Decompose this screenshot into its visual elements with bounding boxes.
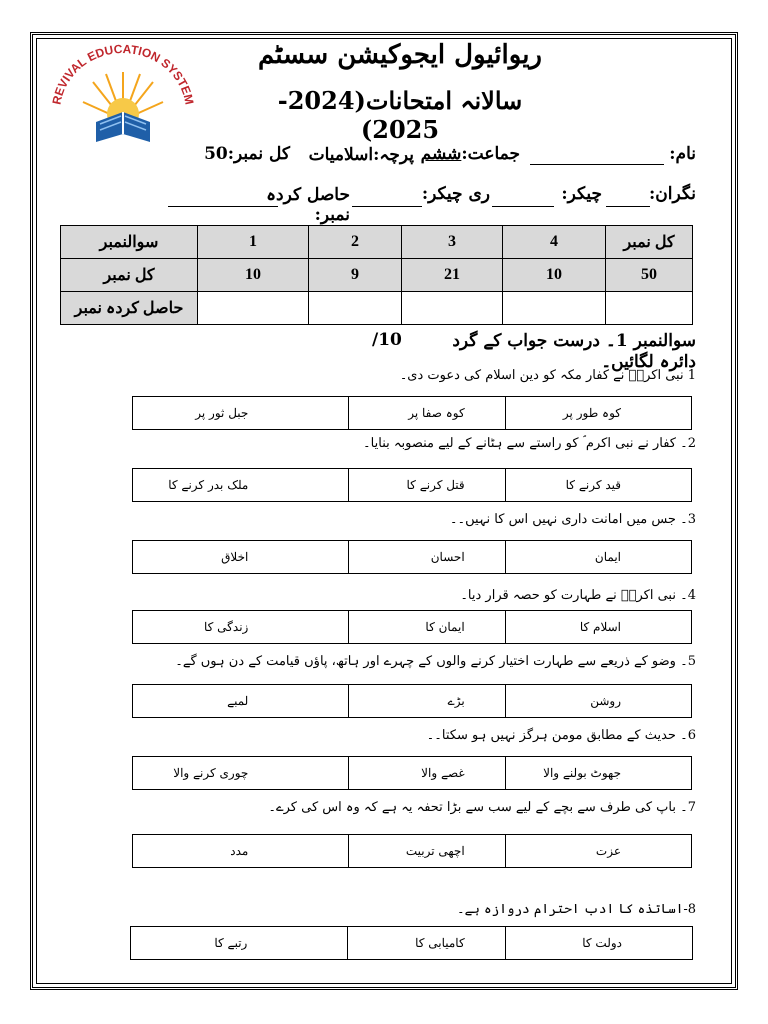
options-row [130,926,693,960]
class-field [420,144,520,164]
class-label: جماعت: [461,144,520,164]
option-choice[interactable]: اچھی تربیت [348,835,504,867]
option-choice[interactable]: احسان [348,541,504,573]
obtained-field[interactable] [168,206,278,207]
options-row [132,540,692,574]
invigilator-field[interactable] [606,206,650,207]
question-text: 5۔ وضو کے ذریعے سے طہارت اختیار کرنے والوں کے چہرے اور ہاتھ، پاؤں قیامت کے دن ہوں گے۔ [175,654,696,669]
option-choice[interactable]: جبل ثور پر [195,406,249,420]
question-3: 3 [402,226,503,259]
question-text: 4۔ نبی اکرمؐ نے طہارت کو حصہ قرار دیا۔ [460,588,696,603]
option-choice[interactable]: مدد [230,844,249,858]
option-choice[interactable]: زندگی کا [204,620,249,634]
logo-text: REVIVAL EDUCATION SYSTEM [49,42,197,106]
question-text: 6۔ حدیث کے مطابق مومن ہرگز نہیں ہو سکتا۔۔ [426,728,696,743]
option-choice[interactable]: غصے والا [348,757,504,789]
name-label: نام: [669,144,696,164]
section-heading: سوالنمبر 1۔ درست جواب کے گرد دائرہ لگائیں۔ [452,331,696,372]
row-label-total: کل نمبر [61,259,198,292]
exam-title: سالانہ امتحانات(2024-2025) [277,86,523,144]
option-choice[interactable]: بڑے [348,685,504,717]
option-choice[interactable]: کوہ طور پر [505,397,691,429]
obtained-q1[interactable] [198,292,309,325]
question-text: 8-اساتذہ کا ادب احترام دروازہ ہے۔ [457,902,696,917]
total-field [200,144,290,164]
obtained-label: حاصل کردہ نمبر: [266,185,350,225]
school-logo [48,42,198,152]
obtained-total[interactable] [606,292,693,325]
total-header: کل نمبر [606,226,693,259]
question-4: 4 [503,226,606,259]
paper-label: پرچہ: [373,145,414,165]
option-choice[interactable]: دولت کا [505,927,692,959]
invigilator-label: نگران: [649,184,696,204]
class-value: ششم [420,144,462,164]
marks-q2: 9 [309,259,402,292]
table-row [61,292,693,325]
option-choice[interactable]: عزت [505,835,691,867]
paper-field [294,144,414,165]
marks-q4: 10 [503,259,606,292]
section-marks: /10 [372,330,402,350]
rechecker-field[interactable] [352,206,422,207]
options-row [132,396,692,430]
marks-q3: 21 [402,259,503,292]
checker-label: چیکر: [561,184,602,204]
option-choice[interactable]: قتل کرنے کا [348,469,504,501]
option-choice[interactable]: ایمان کا [348,611,504,643]
options-row [132,610,692,644]
question-text: 7۔ باپ کی طرف سے بچے کے لیے سب سے بڑا تحفہ یہ ہے کہ وہ اس کی کرے۔ [268,800,696,815]
question-text: 3۔ جس میں امانت داری نہیں اس کا نہیں۔۔ [449,512,696,527]
obtained-q2[interactable] [309,292,402,325]
option-choice[interactable]: کوہ صفا پر [348,397,504,429]
table-row [61,259,693,292]
row-label-question: سوالنمبر [61,226,198,259]
total-label: کل نمبر: [227,144,290,164]
option-choice[interactable]: رتبے کا [214,936,248,950]
options-row [132,684,692,718]
question-text: 1 نبی اکرمؐ نے کفار مکہ کو دین اسلام کی دعوت دی۔ [399,368,696,383]
grand-total: 50 [606,259,693,292]
option-choice[interactable]: کامیابی کا [347,927,504,959]
question-1: 1 [198,226,309,259]
name-field[interactable] [530,164,664,165]
marks-q1: 10 [198,259,309,292]
school-title: ریوائیول ایجوکیشن سسٹم [258,40,542,70]
total-value: 50 [204,144,228,164]
option-choice[interactable]: ایمان [505,541,691,573]
options-row [132,756,692,790]
rechecker-label: ری چیکر: [421,184,490,204]
option-choice[interactable]: قید کرنے کا [505,469,691,501]
options-row [132,468,692,502]
option-choice[interactable]: روشن [505,685,691,717]
option-choice[interactable]: اخلاق [221,550,249,564]
obtained-q4[interactable] [503,292,606,325]
paper-value: اسلامیات [308,145,374,165]
row-label-obtained: حاصل کردہ نمبر [61,292,198,325]
marks-table [60,225,693,325]
checker-field[interactable] [492,206,554,207]
option-choice[interactable]: جھوٹ بولنے والا [505,757,691,789]
options-row [132,834,692,868]
obtained-q3[interactable] [402,292,503,325]
option-choice[interactable]: چوری کرنے والا [173,766,249,780]
question-2: 2 [309,226,402,259]
option-choice[interactable]: لمبے [227,694,249,708]
option-choice[interactable]: ملک بدر کرنے کا [168,478,249,492]
table-row [61,226,693,259]
option-choice[interactable]: اسلام کا [505,611,691,643]
question-text: 2۔ کفار نے نبی اکرم ؐ کو راستے سے ہٹانے کے لیے منصوبہ بنایا۔ [363,436,696,451]
